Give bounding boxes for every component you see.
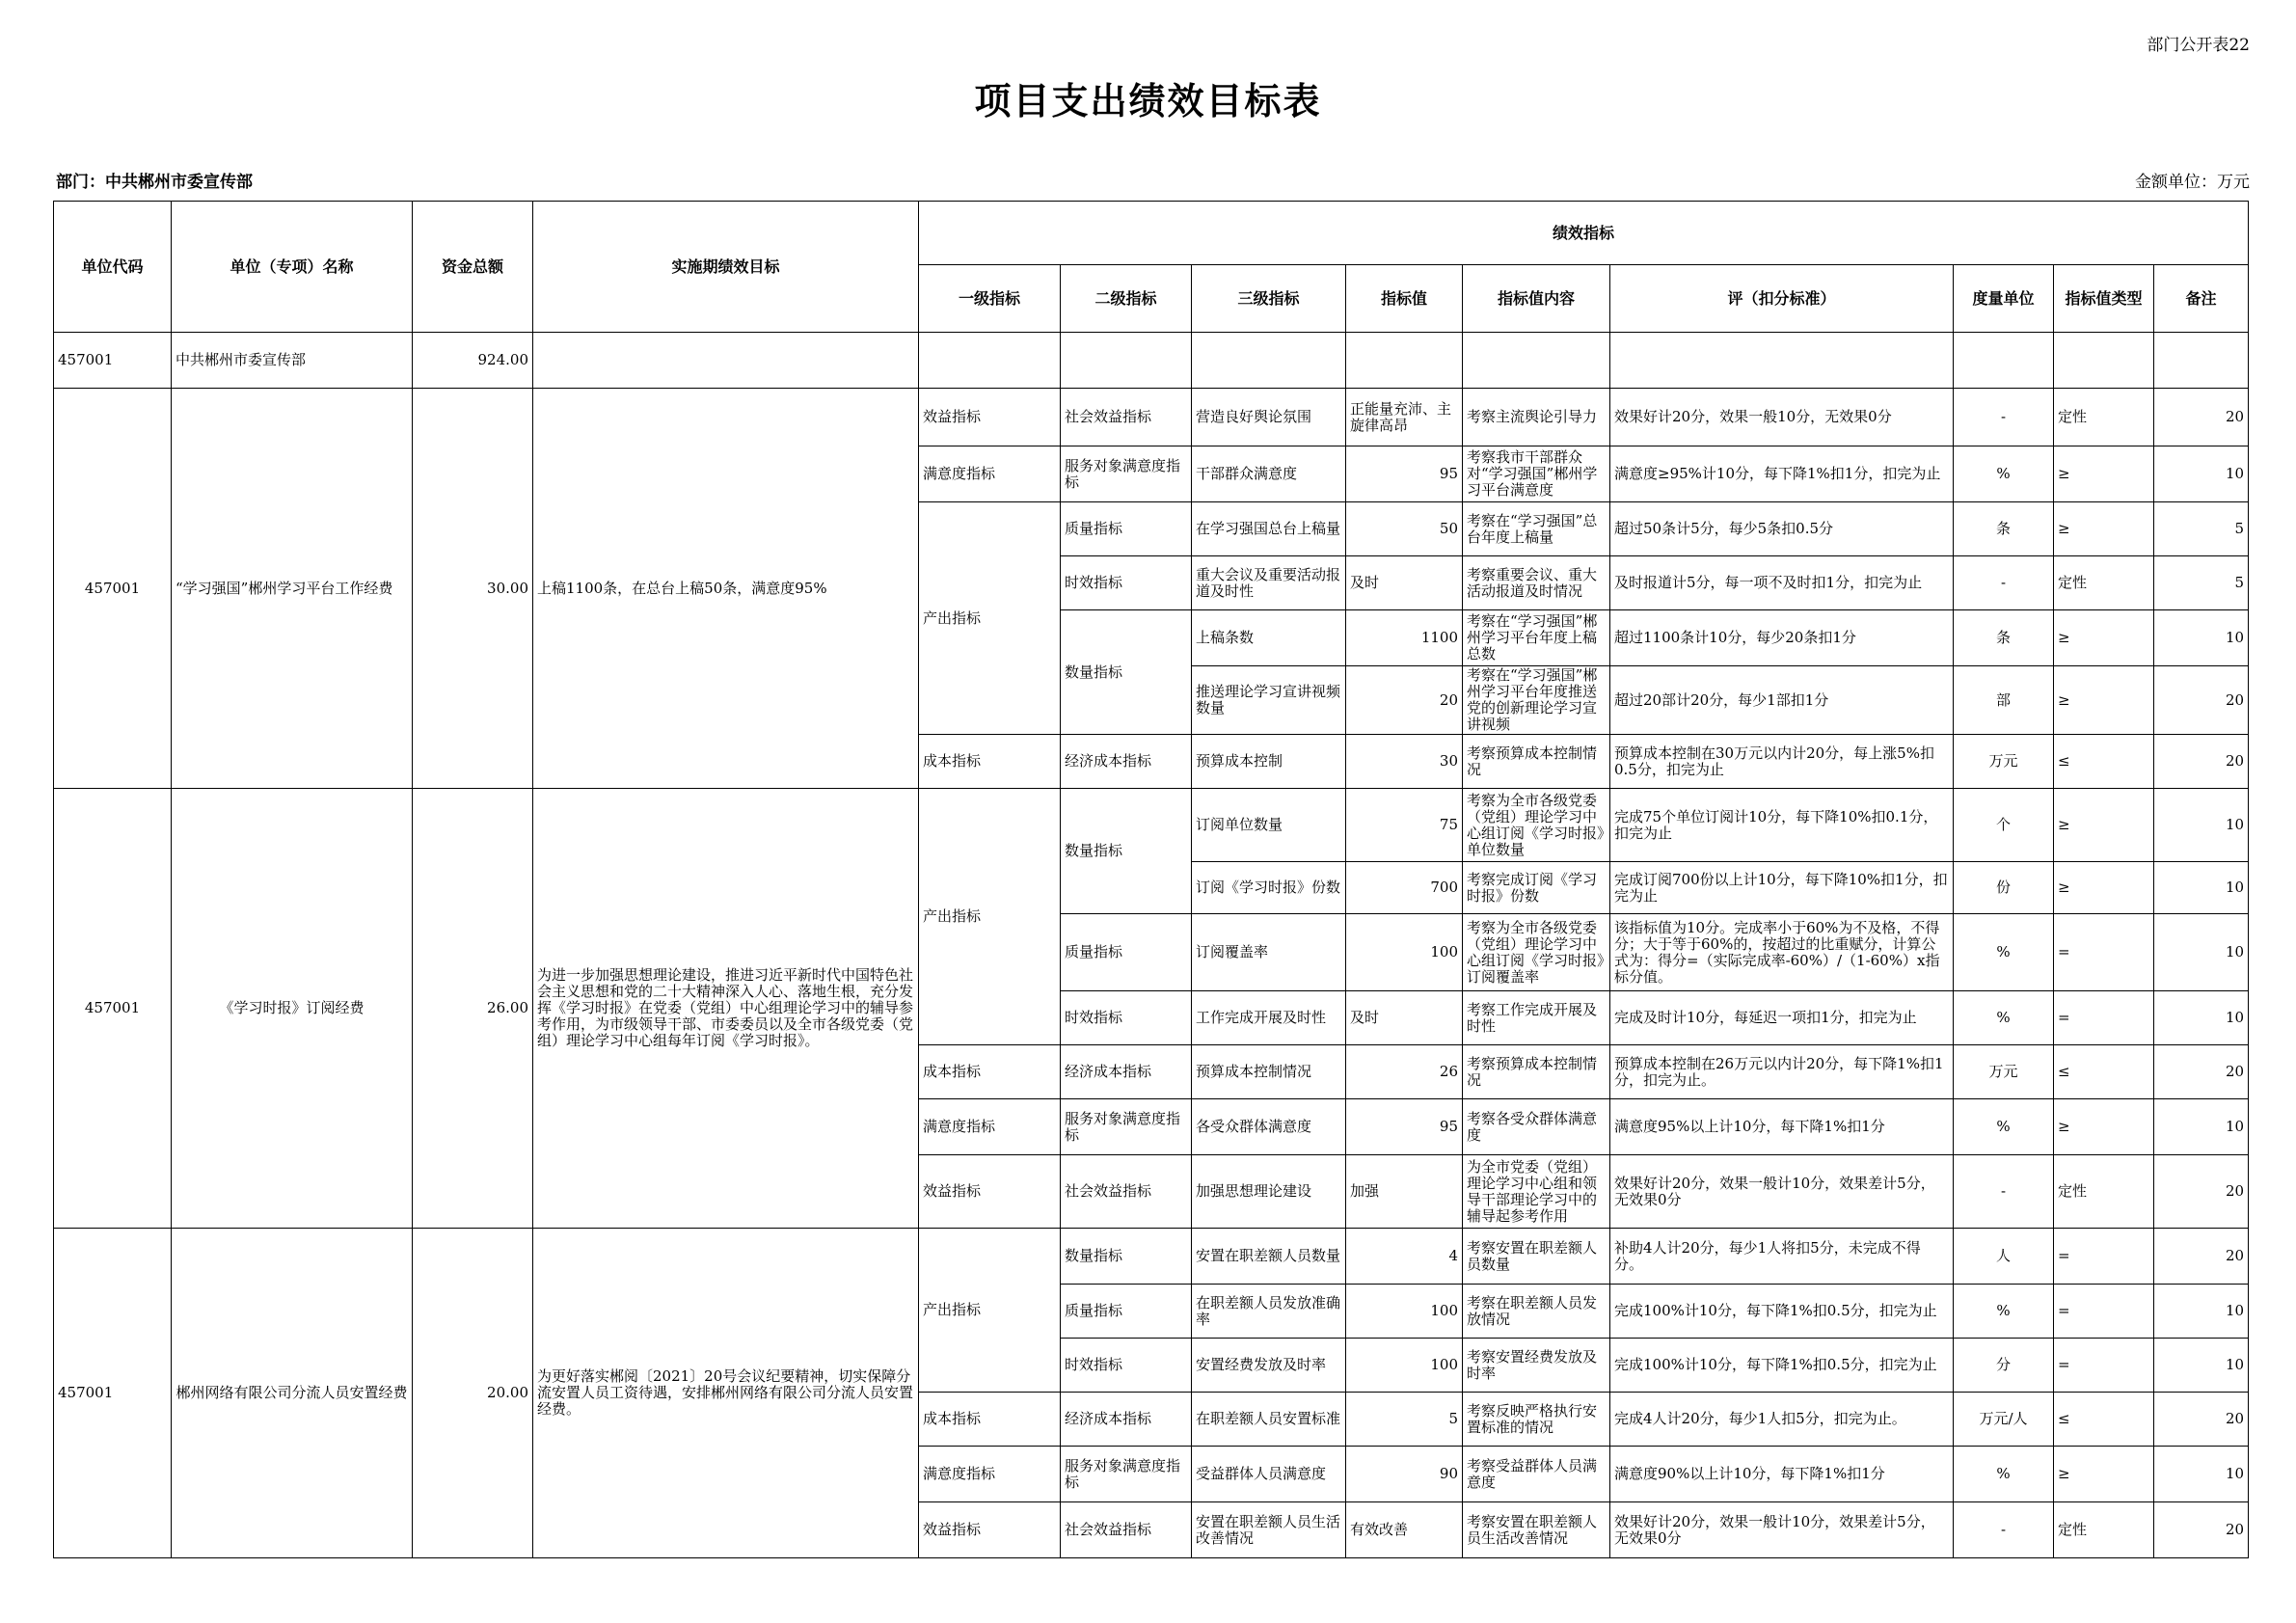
value-cell: 75 [1346, 789, 1463, 862]
header-l3: 三级指标 [1192, 265, 1346, 333]
vtype-cell: = [2054, 1229, 2154, 1285]
summary-total: 924.00 [413, 333, 533, 389]
l2-cell: 服务对象满意度指标 [1061, 1447, 1192, 1502]
standard-cell: 该指标值为10分。完成率小于60%为不及格，不得分；大于等于60%的，按超过的比重赋分，计算公式为：得分=（实际完成率-60%）/（1-60%）x指标分值。 [1610, 914, 1954, 991]
standard-cell: 补助4人计20分，每少1人将扣5分，未完成不得分。 [1610, 1229, 1954, 1285]
standard-cell: 效果好计20分，效果一般计10分，效果差计5分，无效果0分 [1610, 1502, 1954, 1558]
l3-cell: 推送理论学习宣讲视频数量 [1192, 666, 1346, 735]
value-cell: 26 [1346, 1045, 1463, 1099]
measure-cell: % [1954, 914, 2054, 991]
note-cell: 5 [2154, 502, 2249, 556]
note-cell: 10 [2154, 610, 2249, 666]
vtype-cell: ≥ [2054, 862, 2154, 914]
project-total: 26.00 [413, 789, 533, 1229]
standard-cell: 效果好计20分，效果一般计10分，效果差计5分，无效果0分 [1610, 1155, 1954, 1229]
l3-cell: 营造良好舆论氛围 [1192, 389, 1346, 446]
summary-name: 中共郴州市委宣传部 [172, 333, 413, 389]
vtype-cell: ≥ [2054, 666, 2154, 735]
vtype-cell: ≥ [2054, 1447, 2154, 1502]
value-cell: 1100 [1346, 610, 1463, 666]
table-row [54, 789, 2249, 862]
l2-cell: 质量指标 [1061, 914, 1192, 991]
note-cell: 20 [2154, 1045, 2249, 1099]
content-cell: 考察完成订阅《学习时报》份数 [1463, 862, 1610, 914]
project-goal: 为更好落实郴阅〔2021〕20号会议纪要精神，切实保障分流安置人员工资待遇，安排郴州网络有限公司分流人员安置经费。 [533, 1229, 919, 1558]
value-cell: 95 [1346, 1099, 1463, 1155]
measure-cell: 条 [1954, 502, 2054, 556]
project-code: 457001 [54, 789, 172, 1229]
l3-cell: 上稿条数 [1192, 610, 1346, 666]
measure-cell: 个 [1954, 789, 2054, 862]
note-cell: 10 [2154, 789, 2249, 862]
content-cell: 考察安置在职差额人员数量 [1463, 1229, 1610, 1285]
summary-row [54, 333, 2249, 389]
value-cell: 及时 [1346, 556, 1463, 610]
standard-cell: 满意度90%以上计10分，每下降1%扣1分 [1610, 1447, 1954, 1502]
note-cell: 20 [2154, 1155, 2249, 1229]
l1-cell: 产出指标 [919, 1229, 1061, 1393]
note-cell: 20 [2154, 1393, 2249, 1447]
l3-cell: 订阅单位数量 [1192, 789, 1346, 862]
content-cell: 考察各受众群体满意度 [1463, 1099, 1610, 1155]
measure-cell: % [1954, 1285, 2054, 1339]
vtype-cell: 定性 [2054, 1155, 2154, 1229]
l3-cell: 安置在职差额人员生活改善情况 [1192, 1502, 1346, 1558]
l3-cell: 订阅覆盖率 [1192, 914, 1346, 991]
table-row [54, 1229, 2249, 1285]
measure-cell: % [1954, 446, 2054, 502]
project-goal: 为进一步加强思想理论建设，推进习近平新时代中国特色社会主义思想和党的二十大精神深入人心、落地生根，充分发挥《学习时报》在党委（党组）中心组理论学习中的辅导参考作用，为市级领导干部、市委委员以及全市各级党委（党组）理论学习中心组每年订阅《学习时报》。 [533, 789, 919, 1229]
value-cell: 及时 [1346, 991, 1463, 1045]
vtype-cell: = [2054, 1285, 2154, 1339]
note-cell: 20 [2154, 389, 2249, 446]
l2-cell: 数量指标 [1061, 789, 1192, 914]
note-cell: 10 [2154, 446, 2249, 502]
content-cell: 考察安置在职差额人员生活改善情况 [1463, 1502, 1610, 1558]
measure-cell: - [1954, 1155, 2054, 1229]
l2-cell: 时效指标 [1061, 991, 1192, 1045]
l1-cell: 成本指标 [919, 1045, 1061, 1099]
standard-cell: 满意度95%以上计10分，每下降1%扣1分 [1610, 1099, 1954, 1155]
note-cell: 10 [2154, 914, 2249, 991]
performance-table [53, 201, 2249, 1558]
header-vtype: 指标值类型 [2054, 265, 2154, 333]
content-cell: 考察重要会议、重大活动报道及时情况 [1463, 556, 1610, 610]
project-goal: 上稿1100条，在总台上稿50条，满意度95% [533, 389, 919, 789]
measure-cell: - [1954, 556, 2054, 610]
l2-cell: 经济成本指标 [1061, 1393, 1192, 1447]
header-indicators: 绩效指标 [919, 202, 2249, 265]
l1-cell: 效益指标 [919, 1155, 1061, 1229]
content-cell: 考察安置经费发放及时率 [1463, 1339, 1610, 1393]
vtype-cell: 定性 [2054, 1502, 2154, 1558]
vtype-cell: ≥ [2054, 789, 2154, 862]
measure-cell: % [1954, 1099, 2054, 1155]
l2-cell: 数量指标 [1061, 1229, 1192, 1285]
header-standard: 评（扣分标准） [1610, 265, 1954, 333]
l2-cell: 社会效益指标 [1061, 1155, 1192, 1229]
vtype-cell: 定性 [2054, 389, 2154, 446]
measure-cell: - [1954, 389, 2054, 446]
content-cell: 考察我市干部群众对“学习强国”郴州学习平台满意度 [1463, 446, 1610, 502]
note-cell: 10 [2154, 1447, 2249, 1502]
l3-cell: 受益群体人员满意度 [1192, 1447, 1346, 1502]
project-code: 457001 [54, 389, 172, 789]
header-measure: 度量单位 [1954, 265, 2054, 333]
value-cell: 加强 [1346, 1155, 1463, 1229]
l3-cell: 工作完成开展及时性 [1192, 991, 1346, 1045]
vtype-cell: ≤ [2054, 1393, 2154, 1447]
l2-cell: 社会效益指标 [1061, 389, 1192, 446]
value-cell: 90 [1346, 1447, 1463, 1502]
measure-cell: - [1954, 1502, 2054, 1558]
header-total: 资金总额 [413, 202, 533, 333]
l1-cell: 效益指标 [919, 1502, 1061, 1558]
value-cell: 95 [1346, 446, 1463, 502]
l2-cell: 社会效益指标 [1061, 1502, 1192, 1558]
measure-cell: 条 [1954, 610, 2054, 666]
vtype-cell: ≥ [2054, 502, 2154, 556]
l3-cell: 在职差额人员发放准确率 [1192, 1285, 1346, 1339]
l2-cell: 服务对象满意度指标 [1061, 446, 1192, 502]
l2-cell: 经济成本指标 [1061, 735, 1192, 789]
value-cell: 5 [1346, 1393, 1463, 1447]
measure-cell: % [1954, 991, 2054, 1045]
project-name: 郴州网络有限公司分流人员安置经费 [172, 1229, 413, 1558]
content-cell: 考察主流舆论引导力 [1463, 389, 1610, 446]
content-cell: 考察在职差额人员发放情况 [1463, 1285, 1610, 1339]
value-cell: 100 [1346, 914, 1463, 991]
standard-cell: 完成100%计10分，每下降1%扣0.5分，扣完为止 [1610, 1285, 1954, 1339]
content-cell: 考察预算成本控制情况 [1463, 1045, 1610, 1099]
measure-cell: 万元 [1954, 1045, 2054, 1099]
standard-cell: 预算成本控制在30万元以内计20分，每上涨5%扣0.5分，扣完为止 [1610, 735, 1954, 789]
content-cell: 考察在“学习强国”郴州学习平台年度上稿总数 [1463, 610, 1610, 666]
vtype-cell: 定性 [2054, 556, 2154, 610]
standard-cell: 完成及时计10分，每延迟一项扣1分，扣完为止 [1610, 991, 1954, 1045]
note-cell: 10 [2154, 1285, 2249, 1339]
l3-cell: 订阅《学习时报》份数 [1192, 862, 1346, 914]
l2-cell: 时效指标 [1061, 1339, 1192, 1393]
measure-cell: 万元 [1954, 735, 2054, 789]
note-cell: 10 [2154, 991, 2249, 1045]
measure-cell: % [1954, 1447, 2054, 1502]
l2-cell: 时效指标 [1061, 556, 1192, 610]
content-cell: 为全市党委（党组）理论学习中心组和领导干部理论学习中的辅导起参考作用 [1463, 1155, 1610, 1229]
l3-cell: 在职差额人员安置标准 [1192, 1393, 1346, 1447]
standard-cell: 完成订阅700份以上计10分，每下降10%扣1分，扣完为止 [1610, 862, 1954, 914]
value-cell: 30 [1346, 735, 1463, 789]
content-cell: 考察工作完成开展及时性 [1463, 991, 1610, 1045]
header-value: 指标值 [1346, 265, 1463, 333]
vtype-cell: = [2054, 991, 2154, 1045]
department-label: 部门：中共郴州市委宣传部 [56, 173, 253, 192]
content-cell: 考察在“学习强国”总台年度上稿量 [1463, 502, 1610, 556]
l3-cell: 在学习强国总台上稿量 [1192, 502, 1346, 556]
value-cell: 有效改善 [1346, 1502, 1463, 1558]
content-cell: 考察为全市各级党委（党组）理论学习中心组订阅《学习时报》单位数量 [1463, 789, 1610, 862]
standard-cell: 满意度≥95%计10分，每下降1%扣1分，扣完为止 [1610, 446, 1954, 502]
l2-cell: 质量指标 [1061, 502, 1192, 556]
standard-cell: 预算成本控制在26万元以内计20分，每下降1%扣1分，扣完为止。 [1610, 1045, 1954, 1099]
l3-cell: 干部群众满意度 [1192, 446, 1346, 502]
l1-cell: 满意度指标 [919, 1099, 1061, 1155]
measure-cell: 人 [1954, 1229, 2054, 1285]
measure-cell: 份 [1954, 862, 2054, 914]
project-total: 30.00 [413, 389, 533, 789]
note-cell: 20 [2154, 666, 2249, 735]
measure-cell: 分 [1954, 1339, 2054, 1393]
note-cell: 20 [2154, 1229, 2249, 1285]
value-cell: 正能量充沛、主旋律高昂 [1346, 389, 1463, 446]
l3-cell: 预算成本控制情况 [1192, 1045, 1346, 1099]
summary-code: 457001 [54, 333, 172, 389]
note-cell: 5 [2154, 556, 2249, 610]
l1-cell: 成本指标 [919, 735, 1061, 789]
l1-cell: 产出指标 [919, 789, 1061, 1045]
note-cell: 10 [2154, 1339, 2249, 1393]
standard-cell: 完成100%计10分，每下降1%扣0.5分，扣完为止 [1610, 1339, 1954, 1393]
note-cell: 20 [2154, 735, 2249, 789]
l3-cell: 加强思想理论建设 [1192, 1155, 1346, 1229]
project-name: 《学习时报》订阅经费 [172, 789, 413, 1229]
l3-cell: 安置经费发放及时率 [1192, 1339, 1346, 1393]
l1-cell: 产出指标 [919, 502, 1061, 735]
vtype-cell: ≥ [2054, 446, 2154, 502]
content-cell: 考察在“学习强国”郴州学习平台年度推送党的创新理论学习宣讲视频 [1463, 666, 1610, 735]
table-number-label: 部门公开表22 [2147, 36, 2250, 55]
l1-cell: 成本指标 [919, 1393, 1061, 1447]
table-row [54, 389, 2249, 446]
standard-cell: 超过20部计20分，每少1部扣1分 [1610, 666, 1954, 735]
note-cell: 20 [2154, 1502, 2249, 1558]
vtype-cell: ≥ [2054, 1099, 2154, 1155]
standard-cell: 完成75个单位订阅计10分，每下降10%扣0.1分，扣完为止 [1610, 789, 1954, 862]
l2-cell: 经济成本指标 [1061, 1045, 1192, 1099]
header-goal: 实施期绩效目标 [533, 202, 919, 333]
header-note: 备注 [2154, 265, 2249, 333]
page-title: 项目支出绩效目标表 [974, 79, 1322, 122]
amount-unit-label: 金额单位：万元 [2135, 173, 2250, 192]
l3-cell: 预算成本控制 [1192, 735, 1346, 789]
header-name: 单位（专项）名称 [172, 202, 413, 333]
value-cell: 50 [1346, 502, 1463, 556]
l2-cell: 质量指标 [1061, 1285, 1192, 1339]
note-cell: 10 [2154, 862, 2249, 914]
project-total: 20.00 [413, 1229, 533, 1558]
l3-cell: 重大会议及重要活动报道及时性 [1192, 556, 1346, 610]
standard-cell: 超过1100条计10分，每少20条扣1分 [1610, 610, 1954, 666]
l1-cell: 满意度指标 [919, 1447, 1061, 1502]
value-cell: 4 [1346, 1229, 1463, 1285]
l2-cell: 数量指标 [1061, 610, 1192, 735]
measure-cell: 万元/人 [1954, 1393, 2054, 1447]
l1-cell: 效益指标 [919, 389, 1061, 446]
header-content: 指标值内容 [1463, 265, 1610, 333]
standard-cell: 超过50条计5分，每少5条扣0.5分 [1610, 502, 1954, 556]
header-l2: 二级指标 [1061, 265, 1192, 333]
project-name: “学习强国”郴州学习平台工作经费 [172, 389, 413, 789]
l3-cell: 各受众群体满意度 [1192, 1099, 1346, 1155]
header-l1: 一级指标 [919, 265, 1061, 333]
l3-cell: 安置在职差额人员数量 [1192, 1229, 1346, 1285]
value-cell: 100 [1346, 1339, 1463, 1393]
vtype-cell: ≥ [2054, 610, 2154, 666]
content-cell: 考察为全市各级党委（党组）理论学习中心组订阅《学习时报》订阅覆盖率 [1463, 914, 1610, 991]
content-cell: 考察预算成本控制情况 [1463, 735, 1610, 789]
value-cell: 700 [1346, 862, 1463, 914]
vtype-cell: ≤ [2054, 1045, 2154, 1099]
content-cell: 考察反映严格执行安置标准的情况 [1463, 1393, 1610, 1447]
header-code: 单位代码 [54, 202, 172, 333]
vtype-cell: = [2054, 1339, 2154, 1393]
project-code: 457001 [54, 1229, 172, 1558]
standard-cell: 及时报道计5分，每一项不及时扣1分，扣完为止 [1610, 556, 1954, 610]
standard-cell: 完成4人计20分，每少1人扣5分，扣完为止。 [1610, 1393, 1954, 1447]
value-cell: 20 [1346, 666, 1463, 735]
vtype-cell: = [2054, 914, 2154, 991]
note-cell: 10 [2154, 1099, 2249, 1155]
content-cell: 考察受益群体人员满意度 [1463, 1447, 1610, 1502]
measure-cell: 部 [1954, 666, 2054, 735]
standard-cell: 效果好计20分，效果一般10分，无效果0分 [1610, 389, 1954, 446]
l2-cell: 服务对象满意度指标 [1061, 1099, 1192, 1155]
value-cell: 100 [1346, 1285, 1463, 1339]
vtype-cell: ≤ [2054, 735, 2154, 789]
l1-cell: 满意度指标 [919, 446, 1061, 502]
